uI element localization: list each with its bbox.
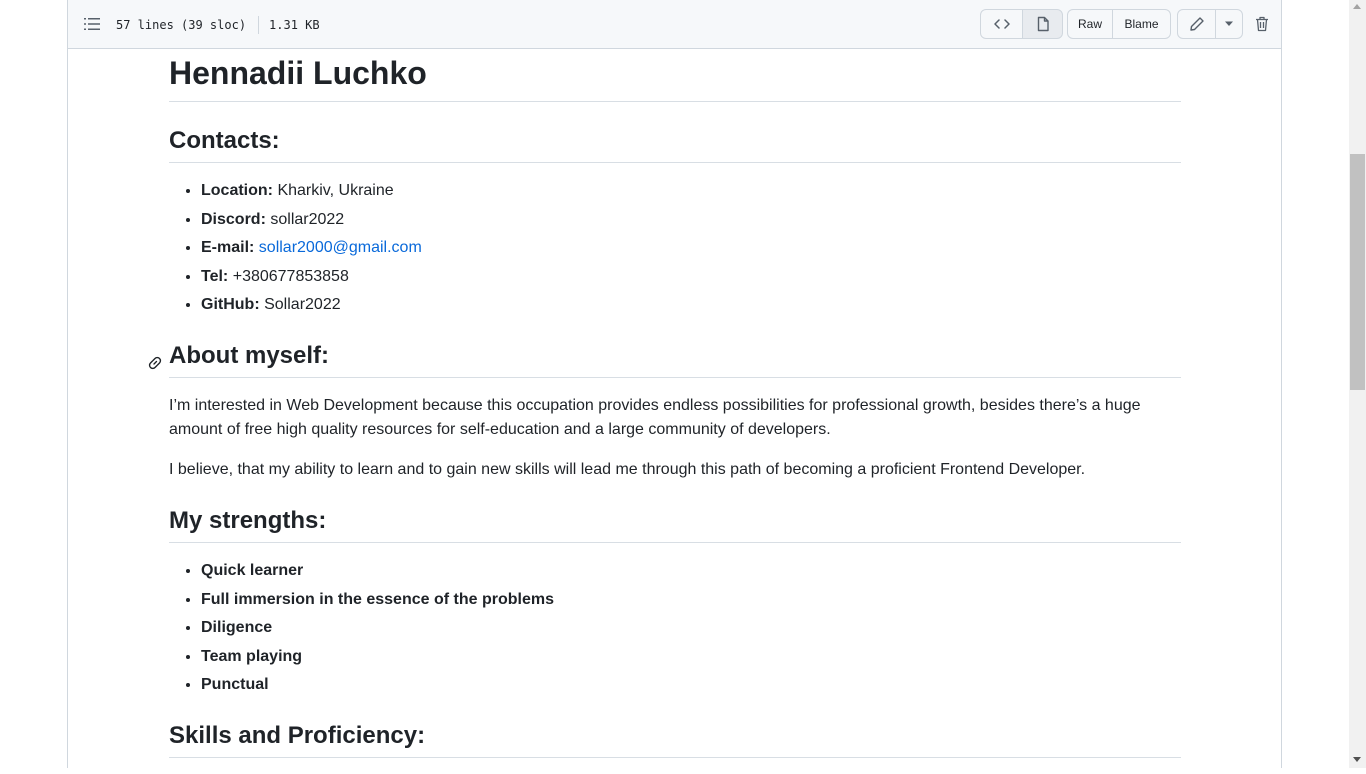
blame-button[interactable]: Blame	[1112, 9, 1171, 39]
contact-value: Sollar2022	[264, 296, 341, 313]
triangle-down-icon	[1224, 21, 1234, 27]
contacts-list	[169, 179, 1181, 317]
contact-label: Discord:	[201, 210, 266, 228]
edit-button[interactable]	[1177, 9, 1216, 39]
strengths-list	[169, 559, 1181, 697]
code-view-button[interactable]	[980, 9, 1023, 39]
list-item	[201, 236, 1181, 260]
about-heading-text: About myself:	[169, 342, 330, 369]
about-paragraph: I believe, that my ability to learn and to gain new skills will lead me through this path of becoming a proficient Frontend Developer.	[169, 461, 1086, 478]
contact-value: Kharkiv, Ukraine	[277, 182, 394, 199]
strength-item: Full immersion in the essence of the problems	[201, 590, 554, 608]
strength-item: Punctual	[201, 676, 269, 693]
about-heading	[169, 341, 1181, 378]
pencil-icon	[1189, 16, 1205, 32]
file-icon	[1035, 16, 1051, 32]
list-item	[201, 208, 1181, 232]
preview-button[interactable]	[1022, 9, 1063, 39]
contacts-heading	[169, 126, 1181, 163]
link-icon	[147, 355, 163, 371]
page-scrollbar[interactable]	[1349, 0, 1366, 768]
contact-label: GitHub:	[201, 296, 260, 313]
code-icon	[994, 16, 1010, 32]
edit-dropdown-button[interactable]	[1215, 9, 1243, 39]
contact-label: E-mail:	[201, 239, 255, 256]
outline-button[interactable]	[82, 14, 102, 34]
list-item	[201, 588, 1181, 612]
heading-anchor-link[interactable]	[147, 349, 163, 365]
contact-value: +380677853858	[232, 267, 349, 285]
list-item	[201, 673, 1181, 697]
file-info	[116, 16, 320, 34]
list-item	[201, 645, 1181, 669]
list-item	[201, 293, 1181, 317]
contact-label: Tel:	[201, 267, 229, 285]
list-item	[201, 179, 1181, 203]
strength-item: Quick learner	[201, 562, 304, 579]
skills-heading	[169, 721, 1181, 758]
raw-button[interactable]: Raw	[1067, 9, 1113, 39]
contacts-heading-text: Contacts:	[169, 127, 280, 154]
edit-group	[1177, 9, 1243, 39]
scroll-up-arrow-icon[interactable]	[1353, 4, 1361, 9]
skills-heading-text: Skills and Proficiency:	[169, 722, 426, 749]
contact-label: Location:	[201, 182, 273, 199]
list-unordered-icon	[84, 16, 100, 32]
divider	[258, 16, 259, 34]
view-toggle	[980, 9, 1063, 39]
list-item	[201, 616, 1181, 640]
about-paragraph: I’m interested in Web Development because this occupation provides endless possibilities for professional growth, besides there’s a huge amount of free high quality resources for self-education and a large community of developers.	[169, 397, 1141, 438]
email-link[interactable]: sollar2000@gmail.com	[258, 239, 422, 256]
file-viewer	[67, 0, 1282, 768]
raw-blame-group	[1067, 9, 1171, 39]
list-item	[201, 559, 1181, 583]
lines-info: 57 lines (39 sloc)	[116, 18, 247, 32]
strengths-heading	[169, 506, 1181, 543]
list-item	[201, 265, 1181, 289]
strength-item: Diligence	[201, 619, 273, 636]
trash-icon	[1255, 16, 1269, 32]
scrollbar-thumb[interactable]	[1350, 154, 1365, 390]
file-size: 1.31 KB	[269, 18, 320, 32]
scroll-down-arrow-icon[interactable]	[1353, 757, 1361, 762]
contact-value: sollar2022	[270, 210, 345, 228]
strengths-heading-text: My strengths:	[169, 507, 327, 534]
strength-item: Team playing	[201, 647, 303, 665]
page-title: Hennadii Luchko	[169, 55, 1181, 102]
readme-content	[169, 50, 1181, 774]
file-header	[68, 0, 1281, 49]
delete-button[interactable]	[1253, 15, 1271, 33]
